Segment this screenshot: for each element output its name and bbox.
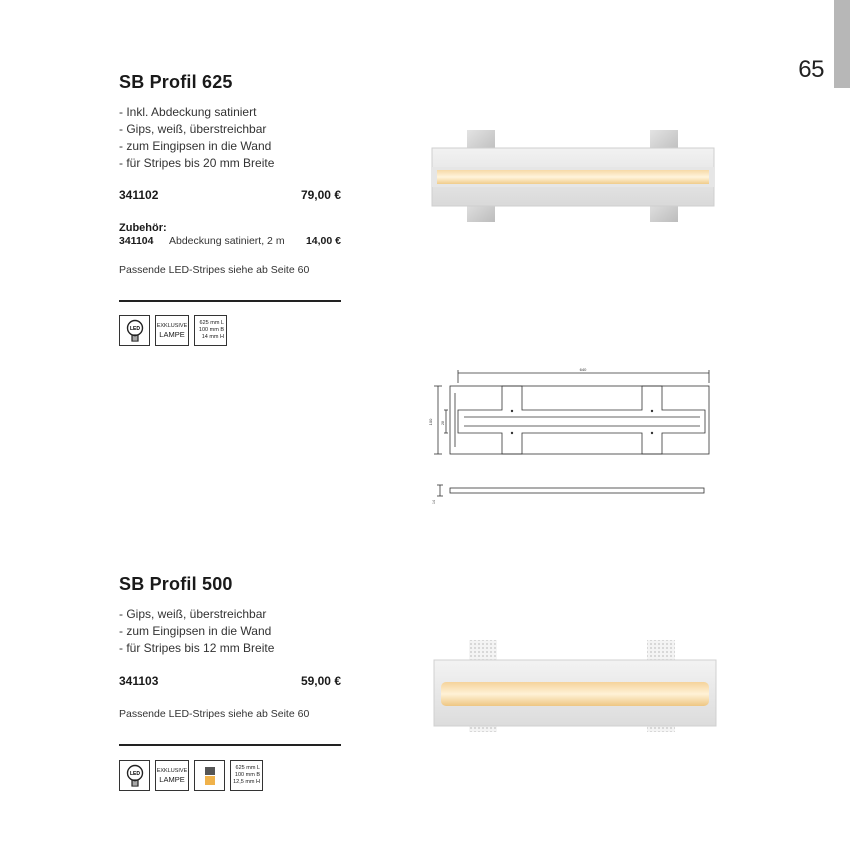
product-title-2: SB Profil 500 [119,574,233,594]
technical-drawing [420,365,720,515]
feature-item: - Gips, weiß, überstreichbar [119,122,267,136]
product-photo-2 [425,630,725,740]
divider-rule-1 [119,300,341,302]
feature-item: - für Stripes bis 12 mm Breite [119,641,275,655]
feature-item: - Inkl. Abdeckung satiniert [119,105,257,119]
led-bulb-badge [119,760,150,791]
accessory-price: 14,00 € [305,235,341,247]
sku: 341102 [119,188,159,202]
dim-height: 12,5 mm H [233,779,260,785]
dim-height: 14 mm H [201,334,224,340]
dimension-inner-label: 28 [441,421,445,425]
dim-length: 625 mm L [235,765,260,771]
exclusive-lamp-badge [155,760,189,791]
dim-length: 625 mm L [199,320,224,326]
dim-width: 100 mm B [234,772,260,778]
divider-rule-2 [119,744,341,746]
exclusive-lamp-badge [155,315,189,346]
badge-row-2 [119,760,263,791]
dimension-depth-label: 14 [432,500,436,504]
feature-item: - zum Eingipsen in die Wand [119,624,272,638]
page-number: 65 [798,56,824,83]
page-edge-tab [834,0,850,88]
feature-list-2 [119,606,274,657]
dimensions-badge [194,315,227,346]
price: 79,00 € [300,188,341,202]
dimension-height-label: 100 [428,418,433,426]
led-stripes-note-1: Passende LED-Stripes siehe ab Seite 60 [119,264,310,276]
dimensions-badge [230,760,263,791]
accessories-label: Zubehör: [119,222,167,234]
led-bulb-badge [119,315,150,346]
lamp-text: LAMPE [159,329,185,339]
led-bulb-icon [124,763,146,789]
feature-item: - für Stripes bis 20 mm Breite [119,156,275,170]
accessory-description: Abdeckung satiniert, 2 m [169,235,285,247]
feature-item: - Gips, weiß, überstreichbar [119,607,267,621]
sku: 341103 [119,674,159,688]
accessory-code: 341104 [119,235,154,247]
led-label: LED [129,325,140,332]
lamp-text: LAMPE [159,774,185,784]
feature-item: - zum Eingipsen in die Wand [119,139,272,153]
dimension-length-label: 640 [579,367,587,372]
accessory-row [119,235,341,247]
price: 59,00 € [300,674,341,688]
dim-width: 100 mm B [198,327,224,333]
light-effect-badge [194,760,225,791]
exclusive-text: EXKLUSIVE [156,322,188,329]
led-stripes-note-2: Passende LED-Stripes siehe ab Seite 60 [119,708,310,720]
product-title-1: SB Profil 625 [119,72,233,92]
badge-row-1 [119,315,227,346]
sku-price-row-1 [119,188,341,202]
led-bulb-icon [124,318,146,344]
led-label: LED [129,770,140,777]
light-effect-icon [203,766,217,786]
feature-list-1 [119,104,274,172]
product-photo-1 [425,120,725,230]
exclusive-text: EXKLUSIVE [156,767,188,774]
sku-price-row-2 [119,674,341,688]
